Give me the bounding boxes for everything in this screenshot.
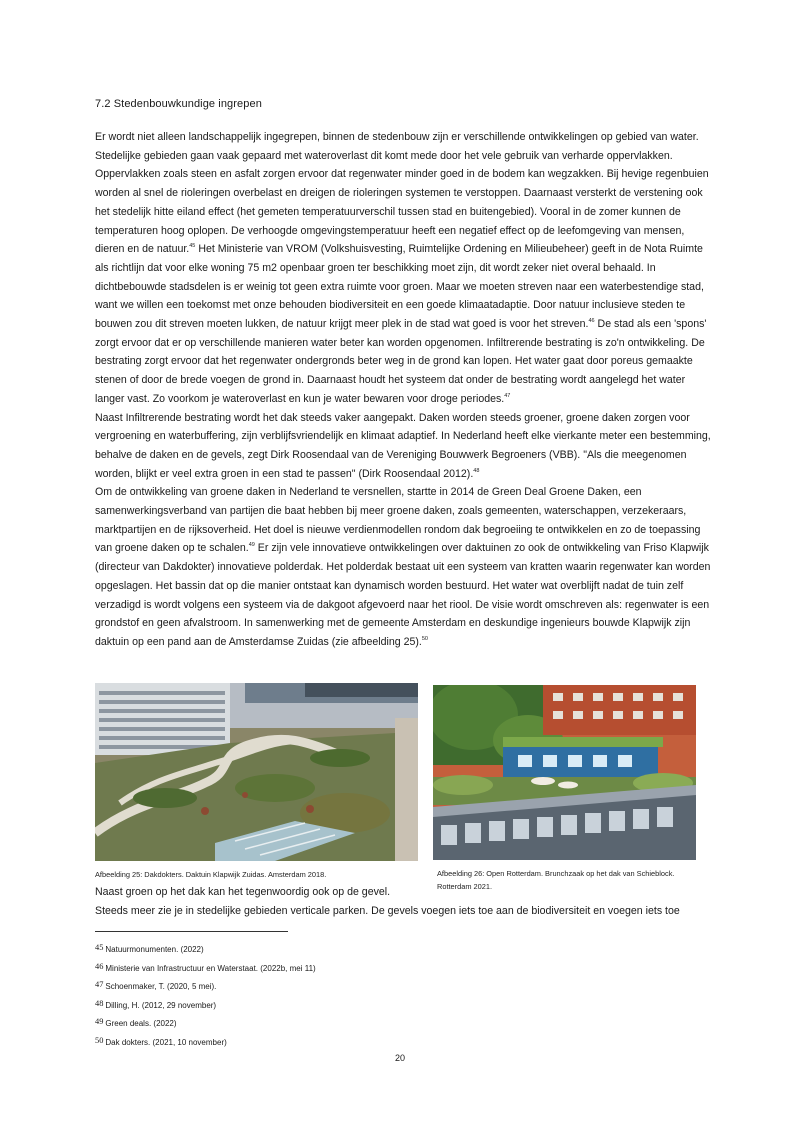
footnote-text: Dilling, H. (2012, 29 november) xyxy=(105,1000,217,1010)
section-heading: 7.2 Stedenbouwkundige ingrepen xyxy=(95,98,262,110)
footnote-ref[interactable]: 48 xyxy=(473,467,480,474)
footnote-divider xyxy=(95,931,288,932)
footnote-ref[interactable]: 47 xyxy=(504,392,511,399)
footnote-item xyxy=(95,977,316,996)
footnote-text: Dak dokters. (2021, 10 november) xyxy=(105,1037,227,1047)
rooftop-restaurant-photo xyxy=(433,685,696,860)
footnote-number: 46 xyxy=(95,961,104,971)
paragraph-green-deal xyxy=(95,483,715,651)
paragraph-facade-intro: Naast groen op het dak kan het tegenwoordig ook op de gevel. xyxy=(95,886,391,898)
footnote-text: Schoenmaker, T. (2020, 5 mei). xyxy=(105,982,217,991)
footnote-text: Ministerie van Infrastructuur en Waterstaat. (2022b, mei 11) xyxy=(105,963,316,973)
footnote-ref[interactable]: 46 xyxy=(588,318,595,325)
page-number: 20 xyxy=(394,1053,405,1063)
footnote-item xyxy=(95,959,316,978)
figure-25-caption: Afbeelding 25: Dakdokters. Daktuin Klapwijk Zuidas. Amsterdam 2018. xyxy=(95,870,327,879)
figure-26-caption: Afbeelding 26: Open Rotterdam. Brunchzaak op het dak van Schieblock. Rotterdam 2021. xyxy=(437,869,675,891)
footnote-item xyxy=(95,1014,316,1033)
footnote-item xyxy=(95,996,316,1015)
paragraph-text: Er wordt niet alleen landschappelijk ingegrepen, binnen de stedenbouw zijn er verschillende ontwikkelingen op gebied van water. Stedelijke gebieden gaan vaak gepaard met wateroverlast dit komt mede door het vele gebruik van verharde oppervlakken. Oppervlakken zoals steen en asfalt zorgen ervoor dat regenwater minder goed in de bodem kan wegzakken. Bij hevige regenbuien worden al snel de rioleringen overbelast en dreigen de rioleringen systemen te verstoppen. Daarnaast versterkt de verstening ook het stedelijk hitte eiland effect (het gemeten temperatuurverschil tussen stad en buitengebied). Vooral in de zomer kunnen de temperaturen hoog oplopen. De verhoogde omgevingstemperatuur heeft een negatief effect op de leefomgeving van mensen, dieren en de natuur. xyxy=(95,131,709,256)
paragraph-text: Het Ministerie van VROM (Volkshuisvesting, Ruimtelijke Ordening en Milieubeheer) geeft in de Nota Ruimte als richtlijn dat voor elke woning 75 m2 openbaar groen ter beschikking moet zijn, dit wordt zeker niet overal behaald. In dichtbebouwde stadsdelen is er weinig tot geen extra ruimte voor groen. Maar we moeten streven naar een waterbestendige stad, want we willen een toekomst met onze behouden biodiversiteit en een goede klimaatadaptie. Door natuur inclusieve steden te bouwen zou dit streven moeten lukken, de natuur krijgt meer plek in de stad wat goed is voor het streven. xyxy=(95,243,704,331)
footnote-text: Natuurmonumenten. (2022) xyxy=(105,945,204,954)
footnote-ref[interactable]: 49 xyxy=(248,542,255,549)
footnote-item xyxy=(95,940,316,959)
footnote-ref[interactable]: 45 xyxy=(189,243,196,250)
main-body-text xyxy=(95,128,715,652)
continued-body-text xyxy=(95,883,715,920)
paragraph-text: Er zijn vele innovatieve ontwikkelingen over daktuinen zo ook de ontwikkeling van Friso Klapwijk (directeur van Dakdokter) innovatieve polderdak. Het polderdak bestaat uit een systeem van kratten waarin regenwater kan worden opgeslagen. Het bassin dat op die manier ontstaat kan dynamisch worden bestuurd. Het water wat overblijft nadat de tuin zelf verzadigd is wordt volgens een systeem via de dakgoot afgevoerd naar het riool. De visie wordt omschreven als: regenwater is een grondstof en geen afvalstroom. In samenwerking met de gemeente Amsterdam en deskundige ingenieurs bouwde Klapwijk zijn daktuin op een pand aan de Amsterdamse Zuidas (zie afbeelding 25). xyxy=(95,542,711,648)
footnote-item xyxy=(95,1033,316,1052)
paragraph-text: De stad als een 'spons' zorgt ervoor dat er op verschillende manieren water beter kan worden opgenomen. Infiltrerende bestrating is zo'n ontwikkeling. De bestrating zorgt ervoor dat het regenwater ondergronds beter weg in de grond kan lopen. Het water gaat door poreus gemaakte stenen of door de brede voegen de grond in. Daarnaast houdt het systeem dat onder de bestrating wordt aangelegd het water langer vast. Zo voorkom je wateroverlast en kun je water bewaren voor droge periodes. xyxy=(95,318,707,405)
paragraph-sponge-city xyxy=(95,128,715,409)
paragraph-green-roofs xyxy=(95,409,715,484)
footnote-number: 48 xyxy=(95,998,104,1008)
footnote-number: 50 xyxy=(95,1035,104,1045)
paragraph-vertical-parks: Steeds meer zie je in stedelijke gebieden verticale parken. De gevels voegen iets toe aan de biodiversiteit en voegen iets toe xyxy=(95,904,680,917)
paragraph-text: Naast Infiltrerende bestrating wordt het dak steeds vaker aangepakt. Daken worden steeds groener, groene daken zorgen voor vergroening en waterbuffering, zijn verblijfsvriendelijk en klimaat adaptief. In Nederland heeft elke vierkante meter een bestemming, behalve de daken en de gevels, zegt Dirk Roosendaal van de Vereniging Bouwwerk Begroeners (VBB). "Als die meegenomen worden, blijkt er veel extra groen in een stad te passen" (Dirk Roosendaal 2012). xyxy=(95,411,711,480)
footnotes-list xyxy=(95,940,316,1051)
roof-garden-photo xyxy=(95,683,418,861)
footnote-number: 49 xyxy=(95,1017,104,1026)
footnote-ref[interactable]: 50 xyxy=(421,635,428,642)
footnote-number: 47 xyxy=(95,980,104,989)
footnote-number: 45 xyxy=(95,943,104,952)
paragraph-text: Om de ontwikkeling van groene daken in Nederland te versnellen, startte in 2014 de Green Deal Groene Daken, een samenwerkingsverband van partijen die baat hebben bij meer groene daken, zoals gemeenten, waterschappen, verzekeraars, marktpartijen en de rijksoverheid. Het doel is nieuwe verdienmodellen rondom dak begroeiing te ontwikkelen en zo de toepassing van groene daken op te schalen. xyxy=(95,486,701,555)
footnote-text: Green deals. (2022) xyxy=(105,1019,177,1028)
